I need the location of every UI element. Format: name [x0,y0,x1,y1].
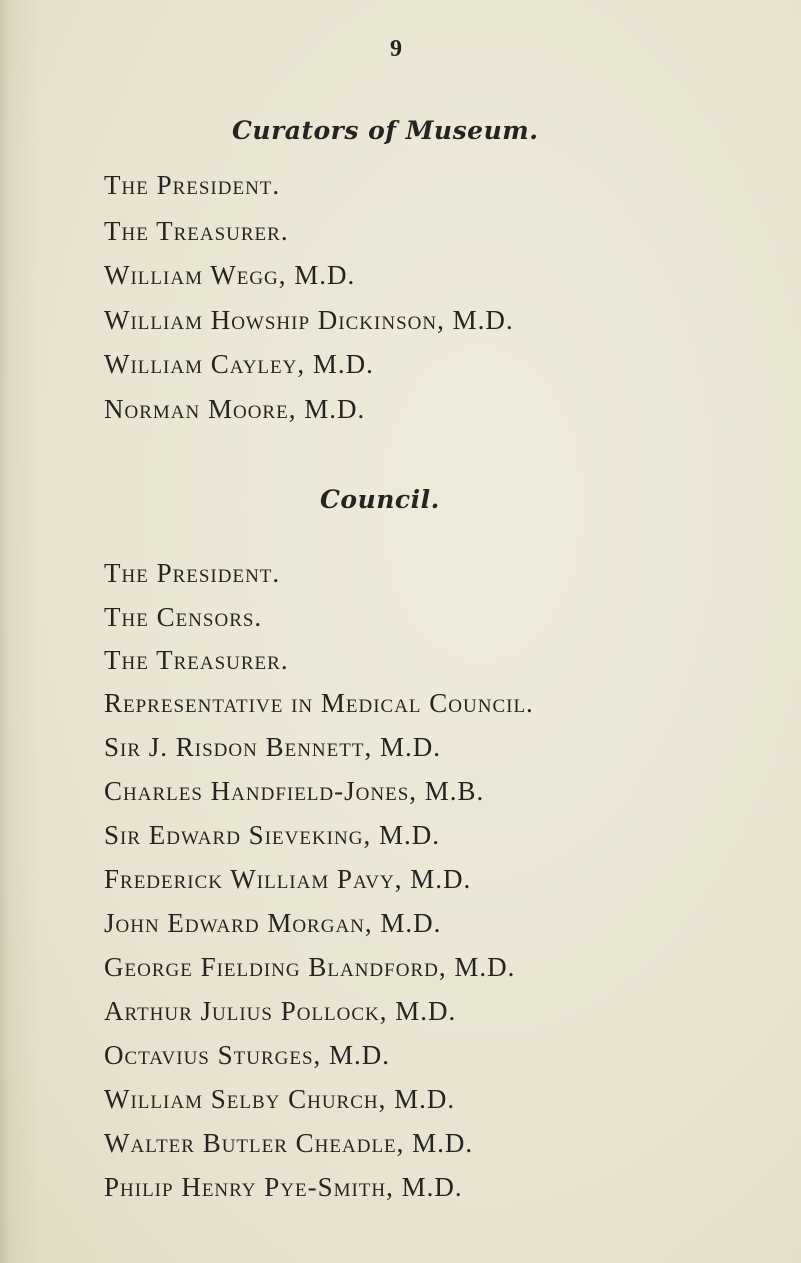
curator-entry: William Cayley, M.D. [104,349,374,379]
council-entry: Arthur Julius Pollock, M.D. [104,996,457,1026]
council-entry: William Selby Church, M.D. [104,1084,456,1114]
curators-heading: Curators of Museum. [232,116,539,145]
curator-entry: William Howship Dickinson, M.D. [104,305,514,335]
council-entry: Charles Handfield-Jones, M.B. [104,776,485,806]
page-number: 9 [390,36,402,62]
council-heading: Council. [320,485,440,514]
curator-entry: The Treasurer. [104,216,289,246]
council-entry: Philip Henry Pye-Smith, M.D. [104,1172,463,1202]
council-entry: Octavius Sturges, M.D. [104,1040,391,1070]
curator-entry: Norman Moore, M.D. [104,394,366,424]
council-entry: Walter Butler Cheadle, M.D. [104,1128,474,1158]
council-entry: Sir J. Risdon Bennett, M.D. [104,732,441,762]
council-entry: George Fielding Blandford, M.D. [104,952,516,982]
council-entry: Representative in Medical Council. [104,688,534,718]
council-entry: Frederick William Pavy, M.D. [104,864,472,894]
council-entry: The Censors. [104,602,263,632]
curator-entry: The President. [104,170,281,200]
council-entry: Sir Edward Sieveking, M.D. [104,820,440,850]
curator-entry: William Wegg, M.D. [104,260,356,290]
council-entry: John Edward Morgan, M.D. [104,908,442,938]
council-entry: The Treasurer. [104,645,289,675]
council-entry: The President. [104,558,281,588]
